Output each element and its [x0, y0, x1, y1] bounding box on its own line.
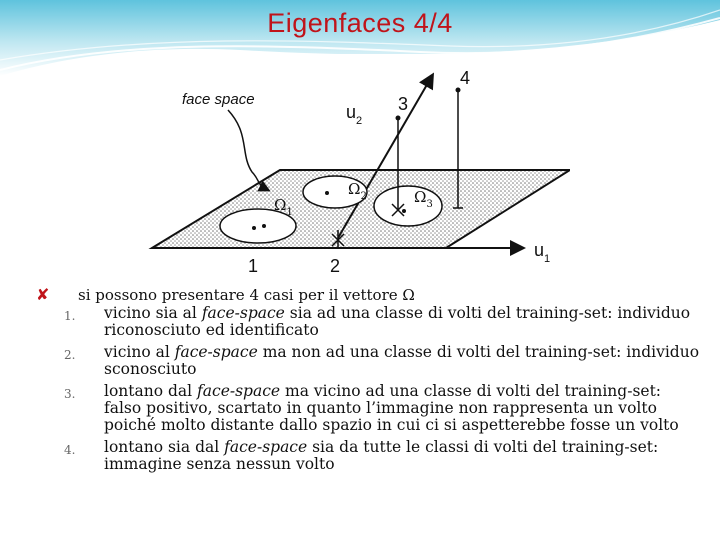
u2-label: $u_2$ [346, 102, 363, 127]
intro-bullet [36, 284, 696, 306]
face-space-diagram [140, 54, 570, 286]
case-number: 2. [64, 348, 76, 362]
list-item: 2. vicino al face-space ma non ad una classe di volti del training-set: individuo sconosciuto [64, 343, 700, 378]
omega2-label: $\Omega_2$ [348, 180, 367, 202]
point-3-label: 3 [398, 94, 409, 114]
point-2-label: 2 [330, 256, 341, 276]
case-number: 1. [64, 309, 76, 323]
list-item: 1. vicino sia al face-space sia ad una classe di volti del training-set: individuo riconosciuto ed identificato [64, 304, 691, 339]
list-item: 3. lontano dal face-space ma vicino ad una classe di volti del training-set: falso positivo, scartato in quanto l’immagine non rappresenta un volto poiché molto distante dallo spazio in cui ci si aspetterebbe fosse un volto [64, 382, 679, 434]
omega1-label: $\Omega_1$ [274, 196, 293, 218]
case-number: 3. [64, 387, 76, 401]
omega3-label: $\Omega_3$ [414, 188, 433, 210]
cases-list [60, 305, 700, 478]
slide-title: Eigenfaces 4/4 [267, 8, 453, 38]
list-item: 4. lontano sia dal face-space sia da tutte le classi di volti del training-set: immagine senza nessun volto [64, 438, 659, 473]
case-number: 4. [64, 443, 76, 457]
class-omega1-ellipse [220, 209, 296, 243]
face-space-label: face space [182, 91, 255, 108]
point-1-label: 1 [248, 256, 259, 276]
cross-bullet-icon: ✘ [36, 285, 50, 304]
point-4-label: 4 [460, 68, 471, 88]
u1-label: $u_1$ [534, 240, 551, 265]
intro-text: si possono presentare 4 casi per il vettore Ω [78, 286, 415, 304]
